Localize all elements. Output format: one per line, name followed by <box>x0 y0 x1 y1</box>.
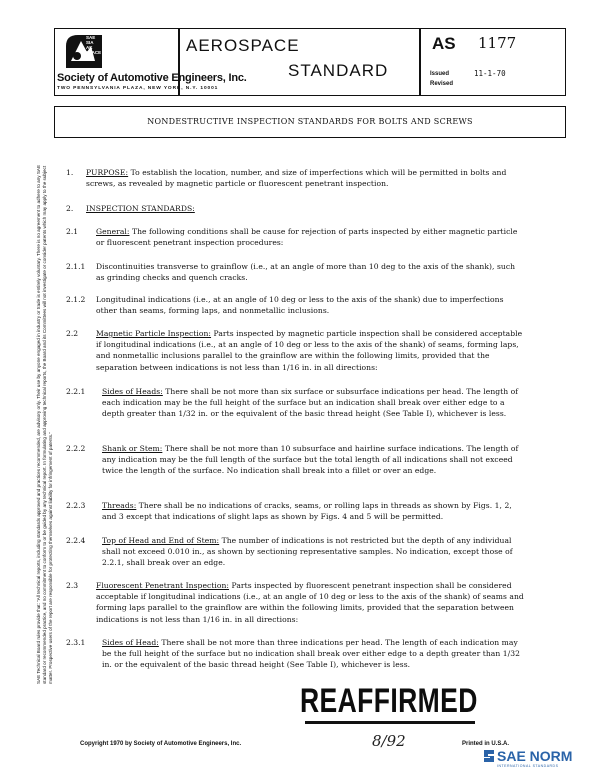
as-label: AS <box>432 34 456 53</box>
section-inspection-standards: INSPECTION STANDARDS: <box>86 204 195 213</box>
signature-date: 8/92 <box>372 732 406 750</box>
org-address: TWO PENNSYLVANIA PLAZA, NEW YORK, N.Y. 10001 <box>57 86 219 91</box>
org-name: Society of Automotive Engineers, Inc. <box>57 72 247 84</box>
section-number: 2.2 <box>66 329 79 338</box>
section-fluorescent-penetrant: Fluorescent Penetrant Inspection: Parts inspected by fluorescent penetrant inspection shall be considered acceptable if longitudinal indications (i.e., at an angle of 10 deg or less to the axis of the shank) of seams and forming laps parallel to the grainflow are within the following limits, provided that the separation between indications is not less than 1/16 in. in all directions: <box>96 581 524 624</box>
printed-in-line: Printed in U.S.A. <box>462 741 510 747</box>
section-number: 2.3 <box>66 581 79 590</box>
section-shank-or-stem: Shank or Stem: There shall be not more than 10 subsurface and hairline surface indications. The length of any indication may be the full length of the surface but the total length of all indications shall not exceed twice the length of the surface. No indication shall break into a fillet or over an edge. <box>102 444 519 476</box>
revised-label: Revised <box>430 81 454 87</box>
section-discontinuities: Discontinuities transverse to grainflow (i.e., at an angle of more than 10 deg to the axis of the shank), such as grinding checks and quench cracks. <box>96 262 516 283</box>
issued-date: 11-1-70 <box>474 69 506 78</box>
section-purpose: PURPOSE: To establish the location, number, and size of imperfections which will be permitted in bolts and screws, as revealed by magnetic particle or fluorescent penetrant inspection. <box>86 168 507 189</box>
section-sides-of-heads: Sides of Heads: There shall be not more than six surface or subsurface indications per head. The length of each indication may be the full height of the surface but an indication shall break over either edge to a depth greater than 1/32 in. or the equivalent of the basic thread height (See Table I), whichever is less. <box>102 387 519 419</box>
section-number: 2.3.1 <box>66 638 86 647</box>
section-general: General: The following conditions shall be cause for rejection of parts inspected by either magnetic particle or fluorescent penetrant inspection procedures: <box>96 227 518 248</box>
section-number: 2.2.2 <box>66 444 86 453</box>
section-number: 2. <box>66 204 74 213</box>
section-number: 2.1.1 <box>66 262 86 271</box>
doc-type-aerospace: AEROSPACE <box>186 36 300 55</box>
as-number: 1177 <box>478 34 517 52</box>
sae-norm-logo-icon <box>482 748 496 764</box>
section-threads: Threads: There shall be no indications of cracks, seams, or rolling laps in threads as shown by Figs. 1, 2, and 3 except that indications of slight laps as shown by Figs. 4 and 5 will be permitted. <box>102 501 512 522</box>
section-number: 2.2.3 <box>66 501 86 510</box>
section-number: 2.2.4 <box>66 536 86 545</box>
logo-lettering: SAE SIA AK SPACE <box>86 35 102 55</box>
section-sides-of-head: Sides of Head: There shall be not more than three indications per head. The length of each indication may be the full height of the surface but no indication shall break over either edge to a depth greater than 1/32 in. or the equivalent of the basic thread height (See Table I), whichever is less. <box>102 638 520 670</box>
watermark-text: SAE NORM <box>497 748 573 764</box>
section-number: 2.2.1 <box>66 387 86 396</box>
watermark-subtext: INTERNATIONAL STANDARDS <box>497 764 559 768</box>
doc-type-standard: STANDARD <box>288 61 389 80</box>
document-title: NONDESTRUCTIVE INSPECTION STANDARDS FOR BOLTS AND SCREWS <box>147 117 473 126</box>
section-number: 1. <box>66 168 74 177</box>
section-number: 2.1.2 <box>66 295 86 304</box>
reaffirmed-stamp: REAFFIRMED <box>300 682 478 720</box>
section-longitudinal: Longitudinal indications (i.e., at an angle of 10 deg or less to the axis of the shank) due to imperfections other than seams, forming laps, and nonmetallic inclusions. <box>96 295 504 316</box>
section-number: 2.1 <box>66 227 79 236</box>
side-legal-notice: SAE Technical Board rules provide that: "All technical reports, including standards approved and practices recommended, are advisory only. Their use by anyone engaged in industry or trade is entirely voluntary. There is no agreement to adhere to any SAE standard or recommended practice, and no commitment to conform to or be guided by any technical report. In formulating and approving technical reports, the Board and its Committees will not investigate or consider patents which may apply to the subject matter. Prospective users of the report are responsible for protecting themselves against liability for infringement of patents." <box>36 164 54 684</box>
section-magnetic-particle: Magnetic Particle Inspection: Parts inspected by magnetic particle inspection shall be considered acceptable if longitudinal indications (i.e., at an angle of 10 deg or less to the axis of the shank) of seams, forming laps, and nonmetallic inclusions parallel to the grainflow are within the following limits, provided that the separation between indications is not less than 1/16 in. in all directions: <box>96 329 523 372</box>
section-top-of-head: Top of Head and End of Stem: The number of indications is not restricted but the depth of any individual shall not exceed 0.010 in., as shown by sectioning representative samples. No indication, except those of 2.2.1, shall break over an edge. <box>102 536 513 568</box>
stamp-underline <box>305 721 475 724</box>
copyright-line: Copyright 1970 by Society of Automotive Engineers, Inc. <box>80 741 242 747</box>
issued-label: Issued <box>430 71 450 77</box>
